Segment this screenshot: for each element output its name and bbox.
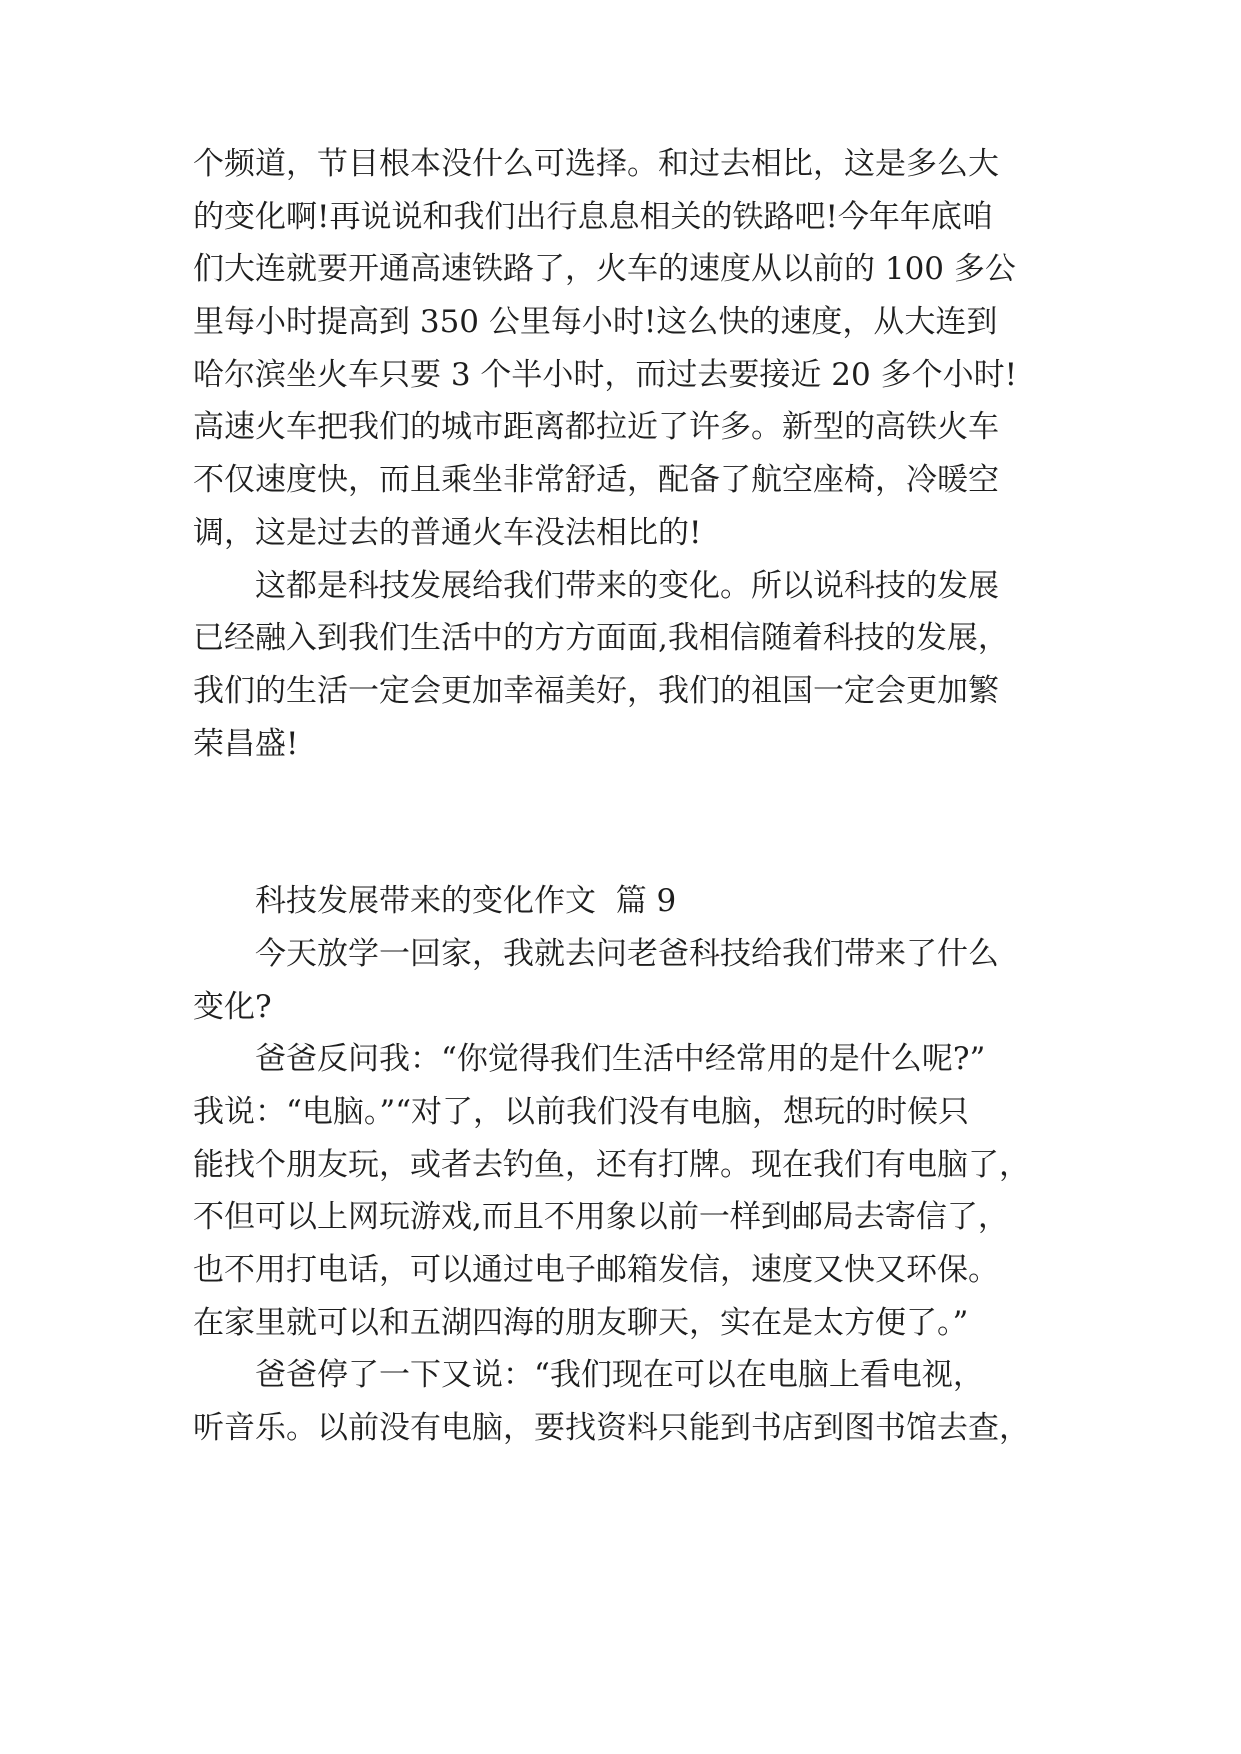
document-body bbox=[193, 138, 1051, 1455]
text-line: 我说：“电脑。”“对了，以前我们没有电脑，想玩的时候只 bbox=[193, 1094, 970, 1130]
text-line: 不但可以上网玩游戏,而且不用象以前一样到邮局去寄信了， bbox=[193, 1199, 1009, 1236]
text-line: 今天放学一回家，我就去问老爸科技给我们带来了什么 bbox=[255, 935, 999, 972]
text-line: 在家里就可以和五湖四海的朋友聊天，实在是太方便了。” bbox=[193, 1304, 969, 1341]
text-line: 我们的生活一定会更加幸福美好，我们的祖国一定会更加繁 bbox=[193, 672, 999, 709]
text-line: 已经融入到我们生活中的方方面面,我相信随着科技的发展， bbox=[193, 620, 1009, 657]
text-line: 个频道，节目根本没什么可选择。和过去相比，这是多么大 bbox=[193, 146, 999, 182]
section-gap bbox=[193, 770, 1051, 875]
text-line: 不仅速度快，而且乘坐非常舒适，配备了航空座椅，冷暖空 bbox=[193, 462, 999, 499]
text-line: 能找个朋友玩，或者去钓鱼，还有打牌。现在我们有电脑了， bbox=[193, 1146, 1030, 1183]
text-line: 这都是科技发展给我们带来的变化。所以说科技的发展 bbox=[255, 567, 999, 604]
text-line: 的变化啊!再说说和我们出行息息相关的铁路吧!今年年底咱 bbox=[193, 198, 993, 235]
text-line: 里每小时提高到 350 公里每小时!这么快的速度，从大连到 bbox=[193, 304, 998, 341]
text-line: 也不用打电话，可以通过电子邮箱发信，速度又快又环保。 bbox=[193, 1252, 999, 1289]
text-line: 高速火车把我们的城市距离都拉近了许多。新型的高铁火车 bbox=[193, 409, 999, 446]
section-title: 科技发展带来的变化作文 篇 9 bbox=[255, 883, 677, 920]
text-line: 爸爸停了一下又说：“我们现在可以在电脑上看电视， bbox=[255, 1357, 984, 1394]
text-line: 爸爸反问我：“你觉得我们生活中经常用的是什么呢?” bbox=[255, 1041, 986, 1078]
text-line: 荣昌盛! bbox=[193, 725, 299, 762]
text-line: 调，这是过去的普通火车没法相比的! bbox=[193, 514, 702, 551]
text-line: 哈尔滨坐火车只要 3 个半小时，而过去要接近 20 多个小时! bbox=[193, 356, 1018, 393]
text-line: 听音乐。以前没有电脑，要找资料只能到书店到图书馆去查， bbox=[193, 1410, 1030, 1447]
text-line: 们大连就要开通高速铁路了，火车的速度从以前的 100 多公 bbox=[193, 251, 1016, 288]
text-line: 变化? bbox=[193, 988, 272, 1025]
